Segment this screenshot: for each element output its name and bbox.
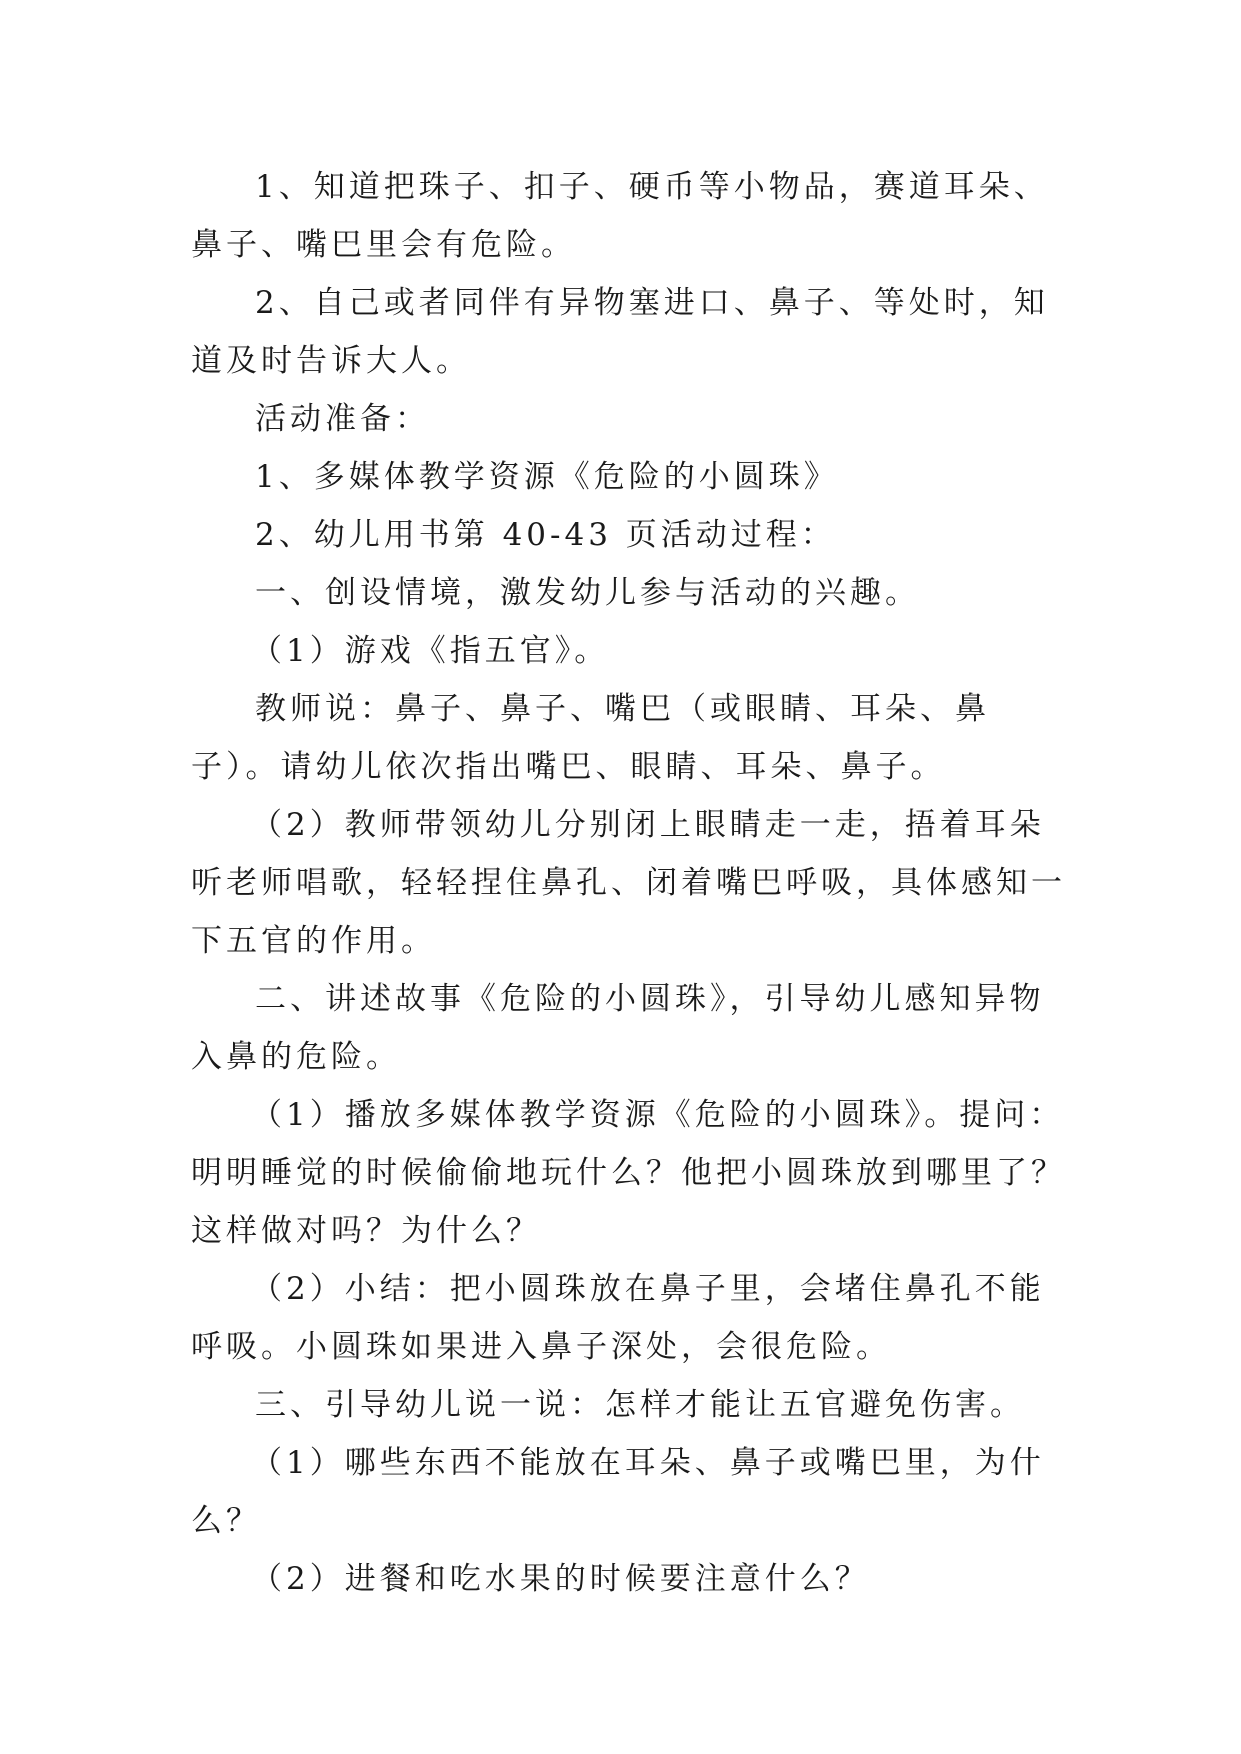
paragraph-section-3-item-1: （1）哪些东西不能放在耳朵、鼻子或嘴巴里，为什么？ xyxy=(191,1445,1045,1539)
paragraph-preparation-1: 1、多媒体教学资源《危险的小圆珠》 xyxy=(255,459,839,495)
paragraph-preparation-heading: 活动准备： xyxy=(255,401,430,437)
paragraph-teacher-says: 教师说：鼻子、鼻子、嘴巴（或眼睛、耳朵、鼻子）。请幼儿依次指出嘴巴、眼睛、耳朵、鼻子。 xyxy=(191,691,990,785)
paragraph-section-2-item-2: （2）小结：把小圆珠放在鼻子里，会堵住鼻孔不能呼吸。小圆珠如果进入鼻子深处，会很危险。 xyxy=(191,1271,1045,1365)
paragraph-section-1-item-2: （2）教师带领幼儿分别闭上眼睛走一走，捂着耳朵听老师唱歌，轻轻捏住鼻孔、闭着嘴巴呼吸，具体感知一下五官的作用。 xyxy=(191,807,1066,959)
paragraph-goal-1: 1、知道把珠子、扣子、硬币等小物品，赛道耳朵、鼻子、嘴巴里会有危险。 xyxy=(191,169,1049,263)
paragraph-section-1-item-1: （1）游戏《指五官》。 xyxy=(251,633,610,669)
paragraph-section-3-heading: 三、引导幼儿说一说：怎样才能让五官避免伤害。 xyxy=(255,1387,1025,1423)
paragraph-section-3-item-2: （2）进餐和吃水果的时候要注意什么？ xyxy=(251,1561,870,1597)
document-body xyxy=(191,158,1071,1608)
paragraph-section-2-heading: 二、讲述故事《危险的小圆珠》，引导幼儿感知异物入鼻的危险。 xyxy=(191,981,1045,1075)
paragraph-goal-2: 2、自己或者同伴有异物塞进口、鼻子、等处时，知道及时告诉大人。 xyxy=(191,285,1049,379)
paragraph-section-2-item-1: （1）播放多媒体教学资源《危险的小圆珠》。提问：明明睡觉的时候偷偷地玩什么？他把小圆珠放到哪里了？这样做对吗？为什么？ xyxy=(191,1097,1066,1249)
paragraph-preparation-2: 2、幼儿用书第 40-43 页活动过程： xyxy=(255,517,836,553)
paragraph-section-1-heading: 一、创设情境，激发幼儿参与活动的兴趣。 xyxy=(255,575,920,611)
